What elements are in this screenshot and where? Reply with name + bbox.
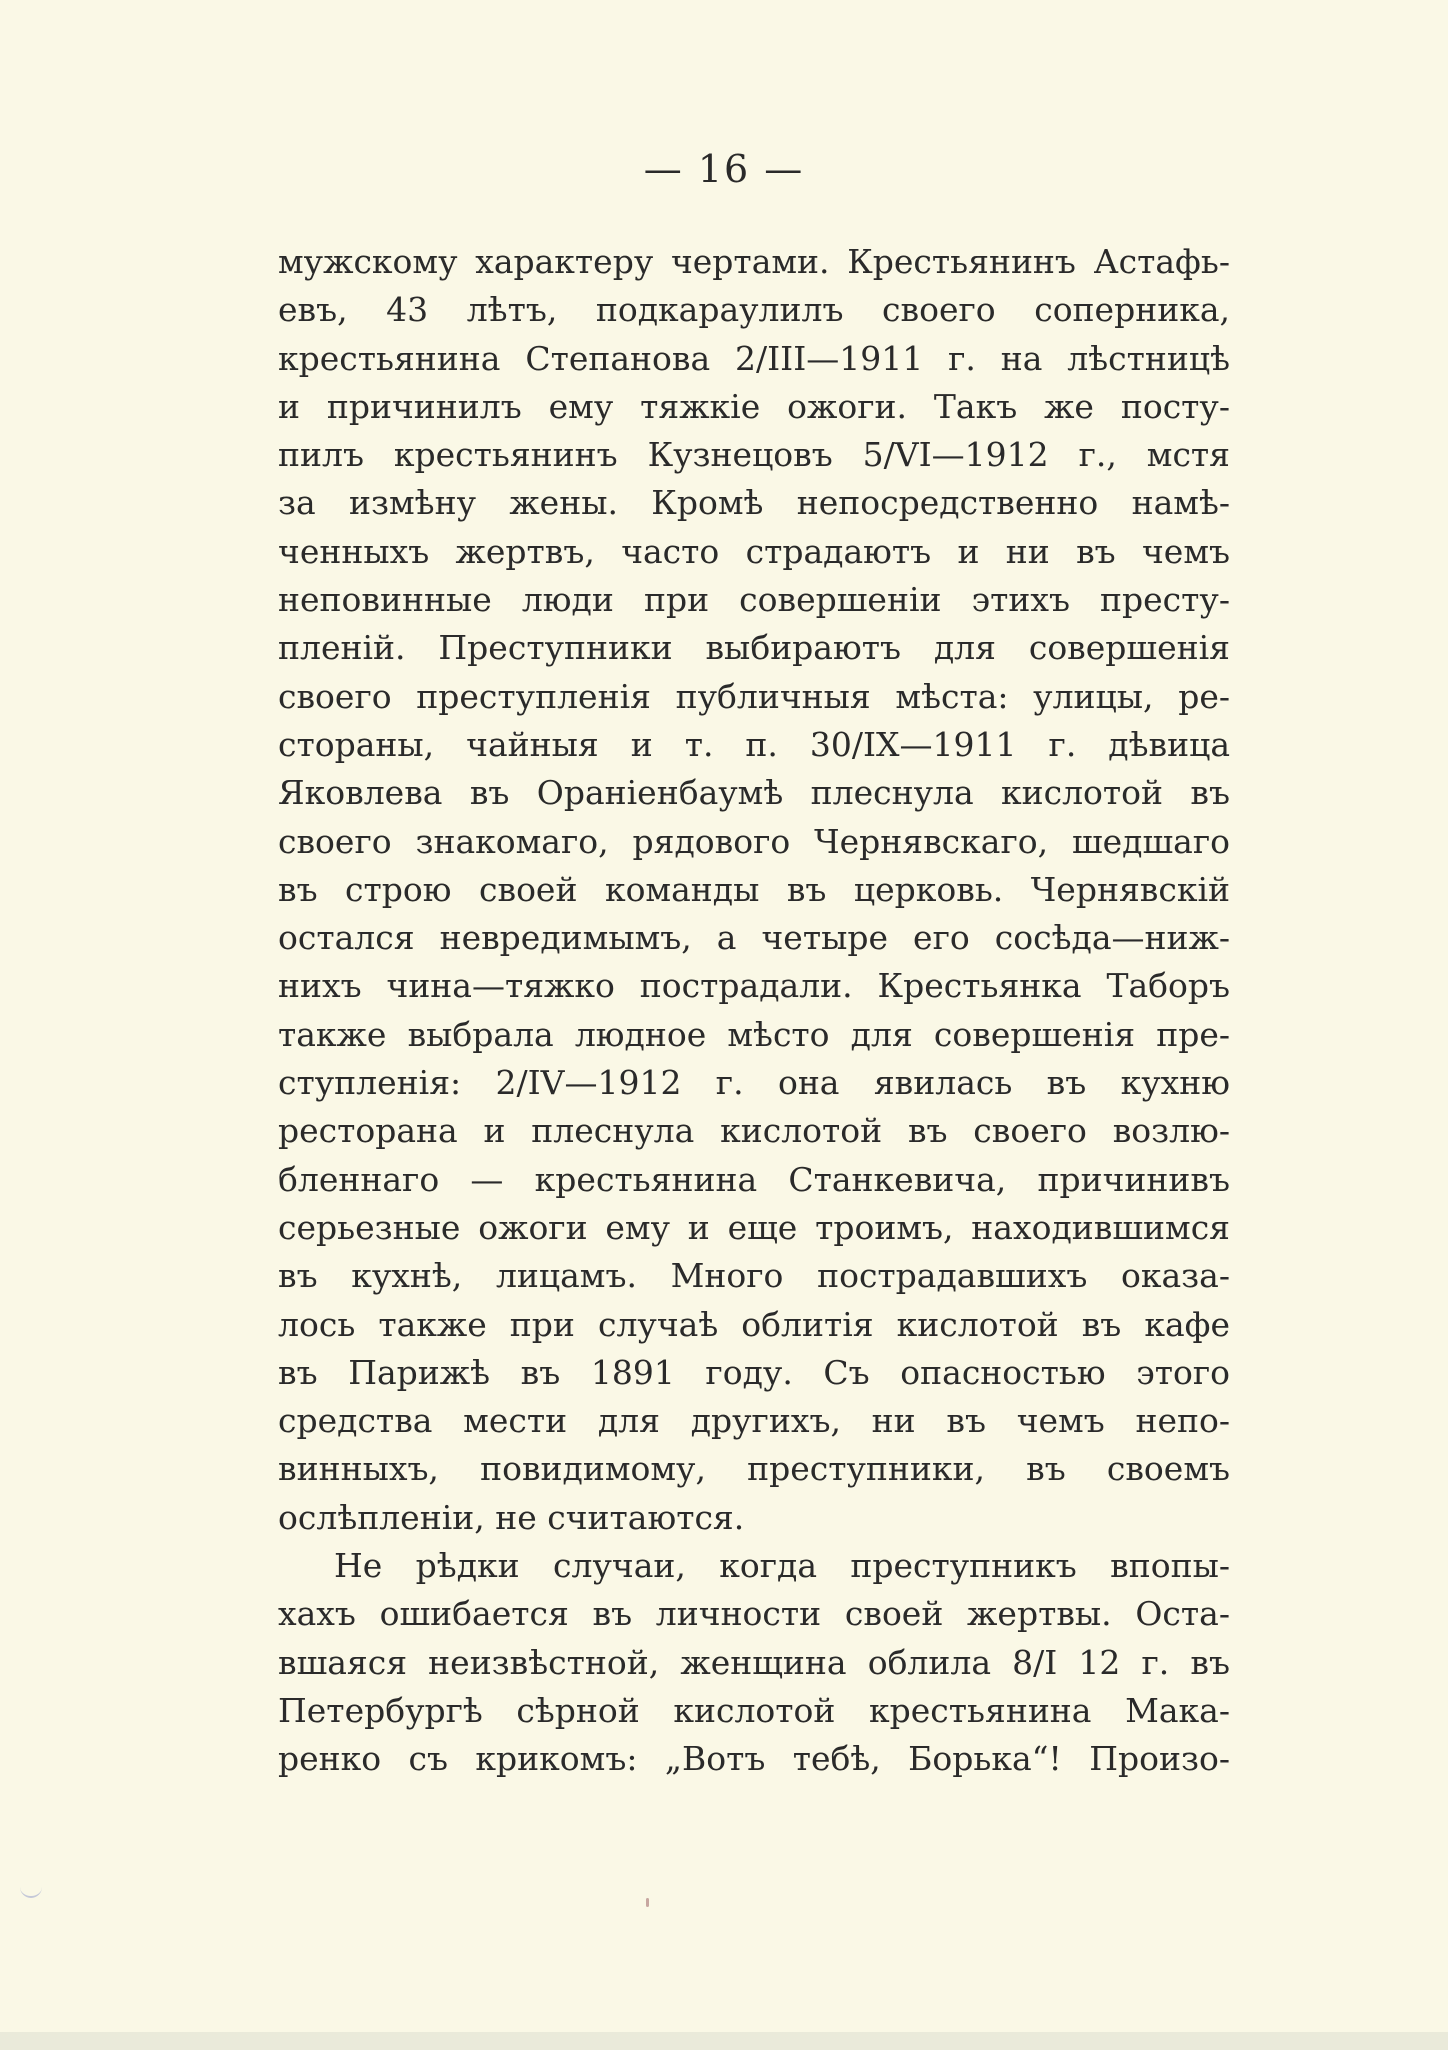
text-line: бленнаго — крестьянина Станкевича, причинивъ: [278, 1159, 1230, 1199]
body-text: [278, 238, 1230, 1784]
text-line: своего преступленія публичныя мѣста: улицы, ре-: [278, 676, 1230, 716]
paragraph-end-line: ослѣпленіи, не считаются.: [278, 1497, 745, 1537]
text-line: Петербургѣ сѣрной кислотой крестьянина Мака-: [278, 1690, 1230, 1730]
page-bottom-edge: [0, 2032, 1448, 2050]
text-line: ресторана и плеснула кислотой въ своего возлю-: [278, 1111, 1230, 1151]
text-line: и причинилъ ему тяжкіе ожоги. Такъ же посту-: [278, 386, 1230, 426]
text-line: въ строю своей команды въ церковь. Чернявскій: [278, 869, 1230, 909]
text-line: ченныхъ жертвъ, часто страдаютъ и ни въ чемъ: [278, 531, 1230, 571]
text-line: евъ, 43 лѣтъ, подкараулилъ своего соперника,: [278, 290, 1230, 330]
text-line: за измѣну жены. Кромѣ непосредственно намѣ-: [278, 483, 1230, 523]
text-line: въ Парижѣ въ 1891 году. Съ опасностью этого: [278, 1352, 1230, 1392]
text-line: пилъ крестьянинъ Кузнецовъ 5/VI—1912 г., мстя: [278, 435, 1230, 475]
page-blemish: [20, 1886, 42, 1898]
text-line: въ кухнѣ, лицамъ. Много пострадавшихъ оказа-: [278, 1256, 1230, 1296]
text-line: крестьянина Степанова 2/III—1911 г. на лѣстницѣ: [278, 338, 1230, 378]
text-line: пленій. Преступники выбираютъ для совершенія: [278, 628, 1230, 668]
text-line: винныхъ, повидимому, преступники, въ своемъ: [278, 1449, 1230, 1489]
text-line: вшаяся неизвѣстной, женщина облила 8/I 12 г. въ: [278, 1642, 1230, 1682]
ink-speck: [646, 1898, 649, 1907]
text-line: ступленія: 2/IV—1912 г. она явилась въ кухню: [278, 1063, 1230, 1103]
text-line: хахъ ошибается въ личности своей жертвы. Оста-: [278, 1594, 1230, 1634]
text-line: лось также при случаѣ облитія кислотой въ кафе: [278, 1304, 1230, 1344]
text-line: Яковлева въ Ораніенбаумѣ плеснула кислотой въ: [278, 773, 1230, 813]
text-line: средства мести для другихъ, ни въ чемъ непо-: [278, 1401, 1230, 1441]
text-line: нихъ чина—тяжко пострадали. Крестьянка Таборъ: [278, 966, 1230, 1006]
text-line: неповинные люди при совершеніи этихъ престу-: [278, 580, 1230, 620]
text-line: ренко съ крикомъ: „Вотъ тебѣ, Борька“! Произо-: [278, 1739, 1230, 1779]
text-line: также выбрала людное мѣсто для совершенія пре-: [278, 1014, 1230, 1054]
text-line: стораны, чайныя и т. п. 30/IX—1911 г. дѣвица: [278, 724, 1230, 764]
paragraph-start-line: Не рѣдки случаи, когда преступникъ впопы-: [334, 1546, 1230, 1586]
text-line: серьезные ожоги ему и еще троимъ, находившимся: [278, 1207, 1230, 1247]
text-line: своего знакомаго, рядового Чернявскаго, шедшаго: [278, 821, 1230, 861]
text-line: мужскому характеру чертами. Крестьянинъ Астафь-: [278, 242, 1230, 281]
text-line: остался невредимымъ, а четыре его сосѣда—ниж-: [278, 918, 1230, 958]
page-number: — 16 —: [643, 147, 805, 191]
